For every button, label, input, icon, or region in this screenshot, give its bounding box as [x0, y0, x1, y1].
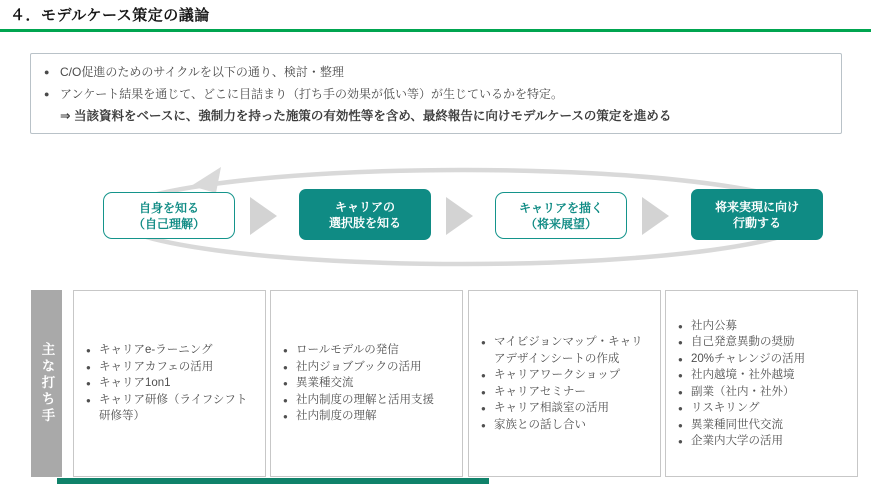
- list-item: ● 企業内大学の活用: [678, 433, 805, 450]
- measures-list: [678, 318, 805, 450]
- arrow-right-icon: [446, 197, 473, 235]
- summary-bullet: ● C/O促進のためのサイクルを以下の通り、検討・整理: [43, 61, 829, 83]
- cycle-step-label: 行動する: [732, 215, 781, 230]
- list-item: ● マイビジョンマップ・キャリアデザインシートの作成: [481, 334, 651, 367]
- list-item: ● 異業種同世代交流: [678, 417, 805, 434]
- cycle-step-act-for-future: [691, 189, 823, 240]
- list-item: ● 社内制度の理解: [283, 408, 434, 425]
- row-label-main-measures: 主な打ち手: [31, 290, 62, 477]
- measures-column-4: [665, 290, 858, 477]
- cycle-step-label: キャリアの: [334, 199, 395, 214]
- list-item: ● 副業（社内・社外）: [678, 384, 805, 401]
- cycle-step-label: 自身を知る: [138, 200, 199, 215]
- list-item: ● キャリアカフェの活用: [86, 359, 256, 376]
- list-item: ● ロールモデルの発信: [283, 342, 434, 359]
- summary-box: [30, 53, 842, 134]
- summary-bullet-list: [43, 61, 829, 105]
- list-item: ● キャリアワークショップ: [481, 367, 651, 384]
- list-item: ● 異業種交流: [283, 375, 434, 392]
- cycle-step-know-yourself: [103, 192, 235, 239]
- measures-column-3: [468, 290, 661, 477]
- cycle-step-label: 選択肢を知る: [328, 215, 401, 230]
- page-title: ４．モデルケース策定の議論: [10, 7, 210, 24]
- measures-column-1: [73, 290, 266, 477]
- cycle-step-know-career-options: [299, 189, 431, 240]
- cycle-step-draw-career: [495, 192, 627, 239]
- list-item: ● 自己発意異動の奨励: [678, 334, 805, 351]
- list-item: ● 20%チャレンジの活用: [678, 351, 805, 368]
- list-item: ● リスキリング: [678, 400, 805, 417]
- measures-list: [86, 342, 256, 425]
- summary-bullet: ● アンケート結果を通じて、どこに目詰まり（打ち手の効果が低い等）が生じているかを特定。: [43, 83, 829, 105]
- summary-conclusion: ⇒ 当該資料をベースに、強制力を持った施策の有効性等を含め、最終報告に向けモデルケースの策定を進める: [60, 109, 672, 123]
- list-item: ● キャリアセミナー: [481, 384, 651, 401]
- title-underline: [0, 29, 871, 32]
- measures-list: [283, 342, 434, 425]
- list-item: ● キャリア相談室の活用: [481, 400, 651, 417]
- list-item: ● 社内公募: [678, 318, 805, 335]
- cycle-step-label: （将来展望）: [524, 216, 597, 231]
- list-item: ● 家族との話し合い: [481, 417, 651, 434]
- arrow-right-icon: [642, 197, 669, 235]
- list-item: ● 社内ジョブブックの活用: [283, 359, 434, 376]
- cycle-step-label: 将来実現に向け: [714, 199, 799, 214]
- list-item: ● 社内越境・社外越境: [678, 367, 805, 384]
- list-item: ● キャリア1on1: [86, 375, 256, 392]
- measures-column-2: [270, 290, 463, 477]
- cycle-step-label: （自己理解）: [132, 216, 205, 231]
- cycle-step-label: キャリアを描く: [518, 200, 603, 215]
- footer-accent-bar: [57, 478, 489, 484]
- list-item: ● キャリアe-ラーニング: [86, 342, 256, 359]
- arrow-right-icon: [250, 197, 277, 235]
- list-item: ● 社内制度の理解と活用支援: [283, 392, 434, 409]
- list-item: ● キャリア研修（ライフシフト研修等）: [86, 392, 256, 425]
- measures-list: [481, 334, 651, 433]
